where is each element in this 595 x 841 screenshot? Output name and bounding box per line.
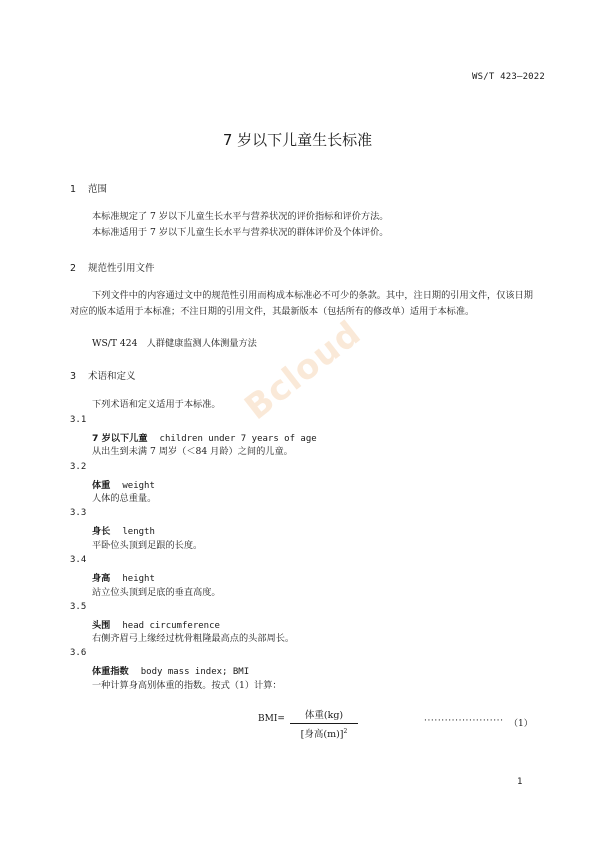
refs-paragraph: 下列文件中的内容通过文中的规范性引用而构成本标准必不可少的条款。其中，注日期的引用文件，仅该日期对应的版本适用于本标准；不注日期的引用文件，其最新版本（包括所有的修改单）适用于本标准。 [70, 290, 533, 317]
refs-item: WS/T 424 人群健康监测人体测量方法 [92, 338, 257, 349]
formula-equation-number: （1） [509, 719, 533, 729]
term-number: 3.6 [70, 648, 87, 658]
term-zh: 7 岁以下儿童 [92, 433, 148, 444]
formula-denominator-base: [身高(m)] [300, 729, 344, 740]
term-heading [92, 477, 155, 491]
formula-numerator: 体重(kg) [290, 707, 358, 724]
formula-denominator [290, 724, 358, 740]
term-definition: 站立位头顶到足底的垂直高度。 [92, 587, 221, 598]
term-number: 3.2 [70, 462, 87, 472]
page-title: 7 岁以下儿童生长标准 [222, 131, 373, 149]
scope-line-2: 本标准适用于 7 岁以下儿童生长水平与营养状况的群体评价及个体评价。 [92, 227, 389, 238]
section-number: 3 [70, 371, 77, 382]
term-definition: 一种计算身高别体重的指数。按式（1）计算： [92, 680, 282, 691]
section-title: 范围 [88, 184, 108, 195]
section-number: 1 [70, 184, 77, 195]
term-zh: 体重 [92, 480, 111, 491]
term-heading [92, 617, 220, 631]
term-en: length [122, 527, 155, 537]
term-en: weight [122, 481, 155, 491]
term-en: children under 7 years of age [159, 434, 317, 444]
term-definition: 右侧齐眉弓上缘经过枕骨粗隆最高点的头部周长。 [92, 633, 295, 644]
scope-line-1: 本标准规定了 7 岁以下儿童生长水平与营养状况的评价指标和评价方法。 [92, 211, 389, 222]
term-zh: 身高 [92, 573, 111, 584]
term-number: 3.4 [70, 555, 87, 565]
term-number: 3.3 [70, 508, 87, 518]
formula-exponent: 2 [343, 727, 348, 735]
term-en: height [122, 574, 155, 584]
terms-intro: 下列术语和定义适用于本标准。 [92, 399, 221, 410]
section-title: 规范性引用文件 [88, 263, 155, 274]
section-heading-2 [70, 260, 155, 274]
term-zh: 体重指数 [92, 666, 129, 677]
watermark-logo: Bcloud [237, 312, 369, 428]
term-en: head circumference [122, 621, 220, 631]
term-number: 3.5 [70, 602, 87, 612]
term-definition: 平卧位头顶到足跟的长度。 [92, 540, 203, 551]
standard-code: WS/T 423—2022 [472, 72, 546, 82]
term-en: body mass index; BMI [140, 667, 250, 677]
term-number: 3.1 [70, 415, 87, 425]
term-heading [92, 663, 249, 677]
section-heading-3 [70, 368, 136, 382]
term-zh: 头围 [92, 620, 111, 631]
term-heading [92, 430, 317, 444]
term-definition: 人体的总重量。 [92, 493, 157, 504]
formula-leader-dots: ······················· [424, 716, 504, 726]
term-heading [92, 570, 155, 584]
section-heading-1 [70, 181, 107, 195]
page-number: 1 [517, 777, 523, 787]
section-title: 术语和定义 [88, 371, 136, 382]
formula-fraction [290, 707, 358, 740]
section-number: 2 [70, 263, 77, 274]
formula-lhs: BMI= [258, 714, 285, 724]
term-definition: 从出生到未满 7 周岁（＜84 月龄）之间的儿童。 [92, 446, 293, 457]
term-zh: 身长 [92, 526, 111, 537]
term-heading [92, 523, 155, 537]
